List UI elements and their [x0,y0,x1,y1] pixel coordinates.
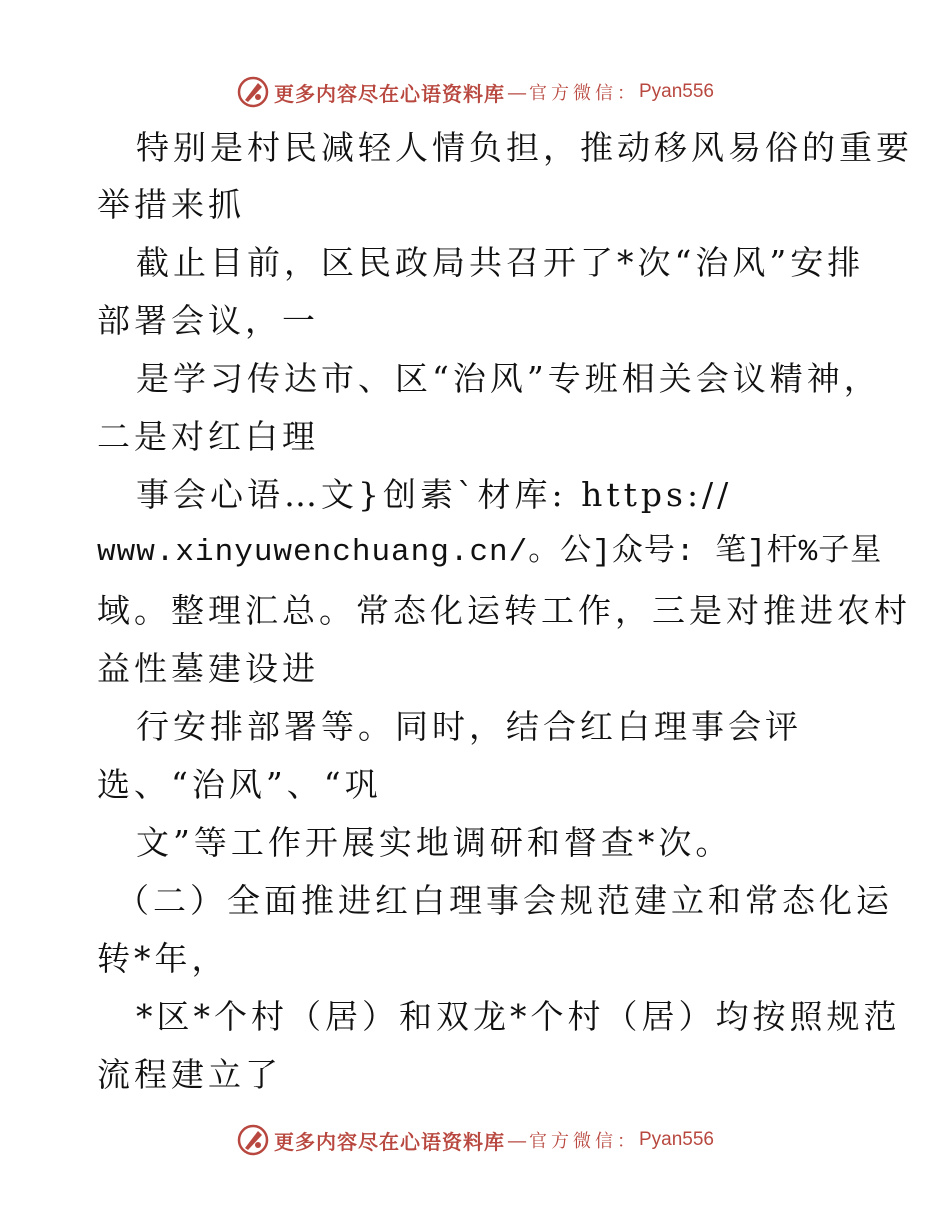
banner-site-name: 更多内容尽在心语资料库 [273,1129,505,1154]
banner-site-name: 更多内容尽在心语资料库 [273,81,505,106]
text-line: 举措来抓 [97,185,245,224]
quill-pen-logo-icon [236,75,270,109]
banner-dash: — [506,1128,527,1152]
text-line: 选、“治风”、“巩 [97,765,382,804]
text-line: 二是对红白理 [97,417,319,456]
header-banner [0,72,950,112]
text-line: 部署会议，一 [97,301,319,340]
text-line: 特别是村民减轻人情负担，推动移风易俗的重要 [136,128,913,167]
text-line: 事会心语…文}创素`材库: https:// [136,475,733,514]
banner-wechat-label: 官方微信： [528,1131,639,1152]
footer-banner [0,1120,950,1160]
banner-wechat-label: 官方微信： [528,83,639,104]
text-line: 转*年， [97,939,229,978]
text-line: 行安排部署等。同时，结合红白理事会评 [136,707,802,746]
banner-wechat-handle: Pyan556 [638,81,714,102]
text-line: 截止目前，区民政局共召开了*次“治风”安排 [136,243,865,282]
text-line: 益性墓建设进 [97,649,319,688]
text-line: *区*个村（居）和双龙*个村（居）均按照规范 [136,997,901,1036]
banner-dash: — [506,80,527,104]
text-line: www.xinyuwenchuang.cn/。公]众号: 笔]杆%子星 [97,535,883,570]
text-line: 域。整理汇总。常态化运转工作，三是对推进农村 [97,591,911,630]
quill-pen-logo-icon [236,1123,270,1157]
text-line: 是学习传达市、区“治风”专班相关会议精神， [136,359,881,398]
text-line: （二）全面推进红白理事会规范建立和常态化运 [116,881,893,920]
text-line: 流程建立了 [97,1055,282,1094]
text-line: 文”等工作开展实地调研和督查*次。 [136,823,733,862]
banner-wechat-handle: Pyan556 [638,1129,714,1150]
